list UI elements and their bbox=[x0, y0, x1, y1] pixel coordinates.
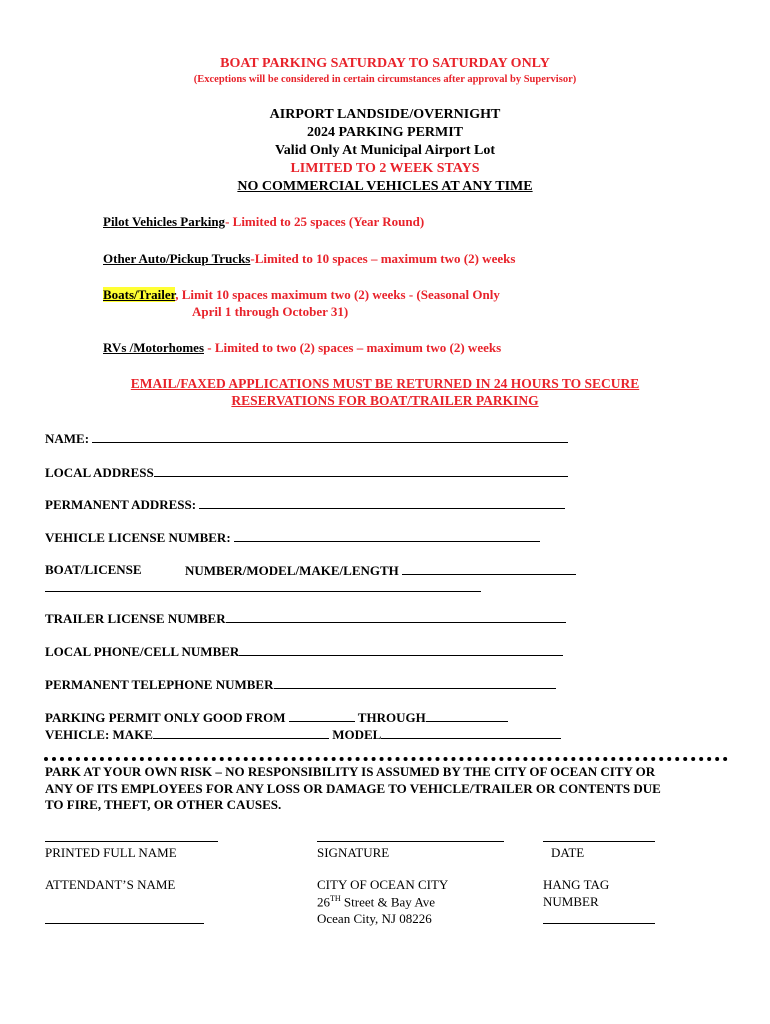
permanent-phone-field[interactable] bbox=[45, 676, 556, 693]
trailer-license-field[interactable] bbox=[45, 610, 566, 627]
date-label: DATE bbox=[551, 845, 585, 860]
street-name: Street & Bay Ave bbox=[340, 894, 436, 910]
vehicle-license-field[interactable] bbox=[45, 529, 540, 546]
permanent-phone-label: PERMANENT TELEPHONE NUMBER bbox=[45, 677, 274, 692]
through-label: THROUGH bbox=[354, 710, 426, 725]
permanent-address-label: PERMANENT ADDRESS: bbox=[45, 497, 200, 512]
street-number: 26 bbox=[317, 894, 330, 910]
permit-validity: Valid Only At Municipal Airport Lot bbox=[274, 143, 495, 158]
vehicle-license-input-line[interactable] bbox=[234, 529, 540, 542]
city-name: CITY OF OCEAN CITY bbox=[317, 877, 449, 892]
rv-label: RVs /Motorhomes bbox=[103, 340, 204, 355]
notice-line1: EMAIL/FAXED APPLICATIONS MUST BE RETURNED IN 24 HOURS TO SECURE bbox=[130, 376, 640, 391]
disclaimer-line3: TO FIRE, THEFT, OR OTHER CAUSES. bbox=[45, 797, 282, 812]
permit-dates-field[interactable] bbox=[45, 709, 508, 726]
printed-name-label: PRINTED FULL NAME bbox=[45, 845, 177, 860]
exceptions-note: (Exceptions will be considered in certain circumstances after approval by Supervisor) bbox=[193, 74, 577, 85]
attendant-name-line[interactable] bbox=[45, 923, 204, 924]
printed-name-line[interactable] bbox=[45, 841, 218, 842]
signature-label: SIGNATURE bbox=[317, 845, 390, 860]
vehicle-make-label: VEHICLE: MAKE bbox=[45, 727, 153, 742]
disclaimer-line2: ANY OF ITS EMPLOYEES FOR ANY LOSS OR DAMAGE TO VEHICLE/TRAILER OR CONTENTS DUE bbox=[45, 781, 661, 796]
category-pilot bbox=[103, 214, 424, 230]
trailer-license-input-line[interactable] bbox=[226, 610, 566, 623]
local-address-input-line[interactable] bbox=[154, 464, 568, 477]
disclaimer-line1: PARK AT YOUR OWN RISK – NO RESPONSIBILITY IS ASSUMED BY THE CITY OF OCEAN CITY OR bbox=[45, 764, 656, 779]
city-state-zip: Ocean City, NJ 08226 bbox=[317, 911, 432, 926]
vehicle-make-model-field[interactable] bbox=[45, 726, 561, 743]
auto-detail: -Limited to 10 spaces – maximum two (2) weeks bbox=[250, 251, 516, 266]
category-boats bbox=[103, 287, 500, 303]
local-phone-label: LOCAL PHONE/CELL NUMBER bbox=[45, 644, 240, 659]
permit-title-line1: AIRPORT LANDSIDE/OVERNIGHT bbox=[269, 107, 501, 122]
city-street bbox=[317, 894, 435, 910]
permanent-address-input-line[interactable] bbox=[199, 496, 565, 509]
boats-season: April 1 through October 31) bbox=[192, 304, 349, 319]
boat-details-field[interactable] bbox=[185, 562, 576, 579]
boat-details-input-line[interactable] bbox=[402, 562, 576, 575]
street-suffix: TH bbox=[330, 894, 341, 903]
boat-details-label: NUMBER/MODEL/MAKE/LENGTH bbox=[185, 563, 403, 578]
vehicle-make-input-line[interactable] bbox=[153, 726, 329, 739]
boat-license-label: BOAT/LICENSE bbox=[45, 562, 142, 577]
local-phone-field[interactable] bbox=[45, 643, 563, 660]
good-from-label: PARKING PERMIT ONLY GOOD FROM bbox=[45, 710, 289, 725]
permit-title-line2: 2024 PARKING PERMIT bbox=[306, 125, 464, 140]
local-address-field[interactable] bbox=[45, 464, 568, 481]
commercial-restriction-text: NO COMMERCIAL VEHICLES AT ANY TIME bbox=[237, 179, 533, 194]
local-address-label: LOCAL ADDRESS bbox=[45, 465, 154, 480]
signature-line[interactable] bbox=[317, 841, 504, 842]
name-label: NAME: bbox=[45, 431, 93, 446]
through-input-line[interactable] bbox=[426, 709, 508, 722]
auto-label: Other Auto/Pickup Trucks bbox=[103, 251, 251, 266]
commercial-restriction bbox=[0, 179, 770, 195]
boats-label: Boats/Trailer bbox=[103, 287, 176, 302]
name-field[interactable] bbox=[45, 430, 568, 447]
notice-line2: RESERVATIONS FOR BOAT/TRAILER PARKING bbox=[231, 393, 539, 408]
boats-detail: , Limit 10 spaces maximum two (2) weeks - (Seasonal Only bbox=[175, 287, 500, 302]
rv-detail: - Limited to two (2) spaces – maximum two (2) weeks bbox=[204, 340, 502, 355]
hang-tag-number-label: NUMBER bbox=[543, 894, 599, 909]
hang-tag-number-line[interactable] bbox=[543, 923, 655, 924]
category-rv bbox=[103, 340, 501, 356]
permanent-phone-input-line[interactable] bbox=[274, 676, 556, 689]
category-auto bbox=[103, 251, 515, 267]
local-phone-input-line[interactable] bbox=[239, 643, 563, 656]
name-input-line[interactable] bbox=[92, 430, 568, 443]
date-line[interactable] bbox=[543, 841, 655, 842]
permanent-address-field[interactable] bbox=[45, 496, 565, 513]
pilot-detail: - Limited to 25 spaces (Year Round) bbox=[225, 214, 425, 229]
good-from-input-line[interactable] bbox=[289, 709, 355, 722]
vehicle-license-label: VEHICLE LICENSE NUMBER: bbox=[45, 530, 234, 545]
model-label: MODEL bbox=[328, 727, 382, 742]
hang-tag-label: HANG TAG bbox=[543, 877, 610, 892]
boat-parking-title: BOAT PARKING SATURDAY TO SATURDAY ONLY bbox=[220, 56, 550, 71]
stay-limit: LIMITED TO 2 WEEK STAYS bbox=[290, 161, 480, 176]
attendant-label: ATTENDANT’S NAME bbox=[45, 877, 176, 892]
trailer-license-label: TRAILER LICENSE NUMBER bbox=[45, 611, 226, 626]
dotted-divider bbox=[44, 757, 728, 761]
boat-details-continuation-line[interactable] bbox=[45, 591, 481, 592]
model-input-line[interactable] bbox=[381, 726, 561, 739]
pilot-label: Pilot Vehicles Parking bbox=[103, 214, 226, 229]
